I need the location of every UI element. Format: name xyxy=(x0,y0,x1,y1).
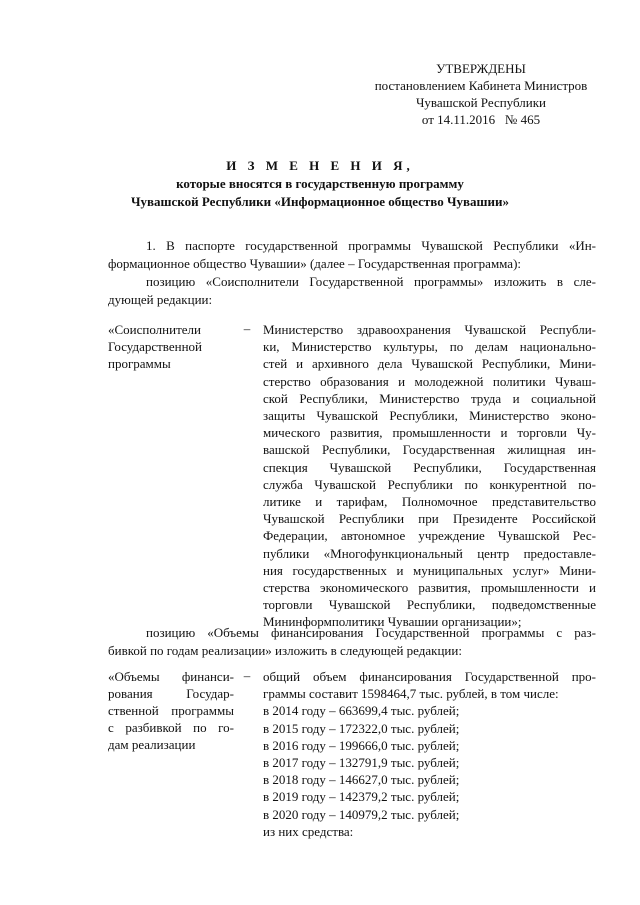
value-line: служба Чувашской Республики по конкурентной по- xyxy=(263,476,596,492)
value-line: стерство образования и молодежной политики Чуваш- xyxy=(263,373,596,389)
label-line: «Соисполнители xyxy=(108,322,201,337)
coexecutors-label xyxy=(108,321,234,372)
label-line: дам реализации xyxy=(108,737,196,752)
value-line: Министерство здравоохранения Чувашской Республи- xyxy=(263,322,596,337)
section-2-paragraph xyxy=(108,624,596,660)
value-line: Мининформполитики Чувашии организации»; xyxy=(263,614,522,630)
approval-decree: постановлением Кабинета Министров xyxy=(374,78,588,93)
value-line: мического развития, промышленности и торговли Чу- xyxy=(263,425,596,441)
year-amount: в 2018 году – 146627,0 тыс. рублей; xyxy=(263,772,460,788)
coexecutors-position xyxy=(108,321,596,630)
financing-value xyxy=(263,668,596,840)
value-line: ки, Министерство культуры, по делам национально- xyxy=(263,339,596,355)
title-heading: И З М Е Н Е Н И Я, xyxy=(226,158,414,173)
value-line: общий объем финансирования Государственной про- xyxy=(263,669,596,684)
value-line: защиты Чувашской Республики, Министерство эконо- xyxy=(263,408,596,424)
value-line: стерства экономического развития, промышленности и xyxy=(263,580,596,596)
coexecutors-value xyxy=(263,321,596,631)
section-1-paragraph xyxy=(108,237,596,309)
value-line: литике и тарифам, Полномочное представительство xyxy=(263,494,596,510)
year-amount: в 2019 году – 142379,2 тыс. рублей; xyxy=(263,789,460,805)
value-line: ния государственных и муниципальных услуг» Мини- xyxy=(263,562,596,578)
financing-label xyxy=(108,668,234,753)
title-subtitle-line1: которые вносятся в государственную программу xyxy=(176,176,464,191)
value-line: вашской Республики, Государственная жилищная ин- xyxy=(263,442,596,458)
approval-republic: Чувашской Республики xyxy=(415,95,547,110)
paragraph-line: формационное общество Чувашии» (далее – Государственная программа): xyxy=(108,256,522,271)
year-amount: в 2020 году – 140979,2 тыс. рублей; xyxy=(263,806,460,822)
label-line: «Объемы финанси- xyxy=(108,669,234,684)
position-dash: – xyxy=(243,668,251,683)
value-line: стей и архивного дела Чувашской Республики, Мини- xyxy=(263,356,596,372)
value-line: Федерации, автономное учреждение Чувашской Рес- xyxy=(263,528,596,544)
year-amount: в 2016 году – 199666,0 тыс. рублей; xyxy=(263,737,460,753)
value-line: граммы составит 1598464,7 тыс. рублей, в том числе: xyxy=(263,686,559,702)
paragraph-line: позицию «Соисполнители Государственной программы» изложить в сле- xyxy=(146,274,596,289)
paragraph-line: дующей редакции: xyxy=(108,292,213,307)
paragraph-line: позицию «Объемы финансирования Государственной программы с раз- xyxy=(146,625,596,640)
year-amount: в 2015 году – 172322,0 тыс. рублей; xyxy=(263,720,460,736)
paragraph-line: бивкой по годам реализации» изложить в следующей редакции: xyxy=(108,643,462,658)
position-dash: – xyxy=(243,321,251,336)
label-line: программы xyxy=(108,356,171,371)
value-line: спекция Чувашской Республики, Государственная xyxy=(263,459,596,475)
financing-position xyxy=(108,668,596,838)
approval-stamp xyxy=(356,60,606,128)
label-line: Государственной xyxy=(108,339,203,354)
year-amount: в 2017 году – 132791,9 тыс. рублей; xyxy=(263,755,460,771)
label-line: ственной программы xyxy=(108,703,234,718)
approval-date-number: от 14.11.2016 № 465 xyxy=(421,112,541,127)
label-line: рования Государ- xyxy=(108,686,234,701)
value-line: публики «Многофункциональный центр предоставле- xyxy=(263,545,596,561)
year-amount: в 2014 году – 663699,4 тыс. рублей; xyxy=(263,703,460,719)
label-line: с разбивкой по го- xyxy=(108,720,234,735)
title-subtitle-line2: Чувашской Республики «Информационное общество Чувашии» xyxy=(131,194,509,209)
financing-tail: из них средства: xyxy=(263,823,354,839)
value-line: Чувашской Республики при Президенте Российской xyxy=(263,511,596,527)
approval-title: УТВЕРЖДЕНЫ xyxy=(436,61,526,76)
value-line: торговли Чувашской Республики, подведомственные xyxy=(263,597,596,613)
document-title xyxy=(60,157,580,211)
value-line: ской Республики, Министерство труда и социальной xyxy=(263,390,596,406)
paragraph-line: 1. В паспорте государственной программы Чувашской Республики «Ин- xyxy=(146,238,596,253)
